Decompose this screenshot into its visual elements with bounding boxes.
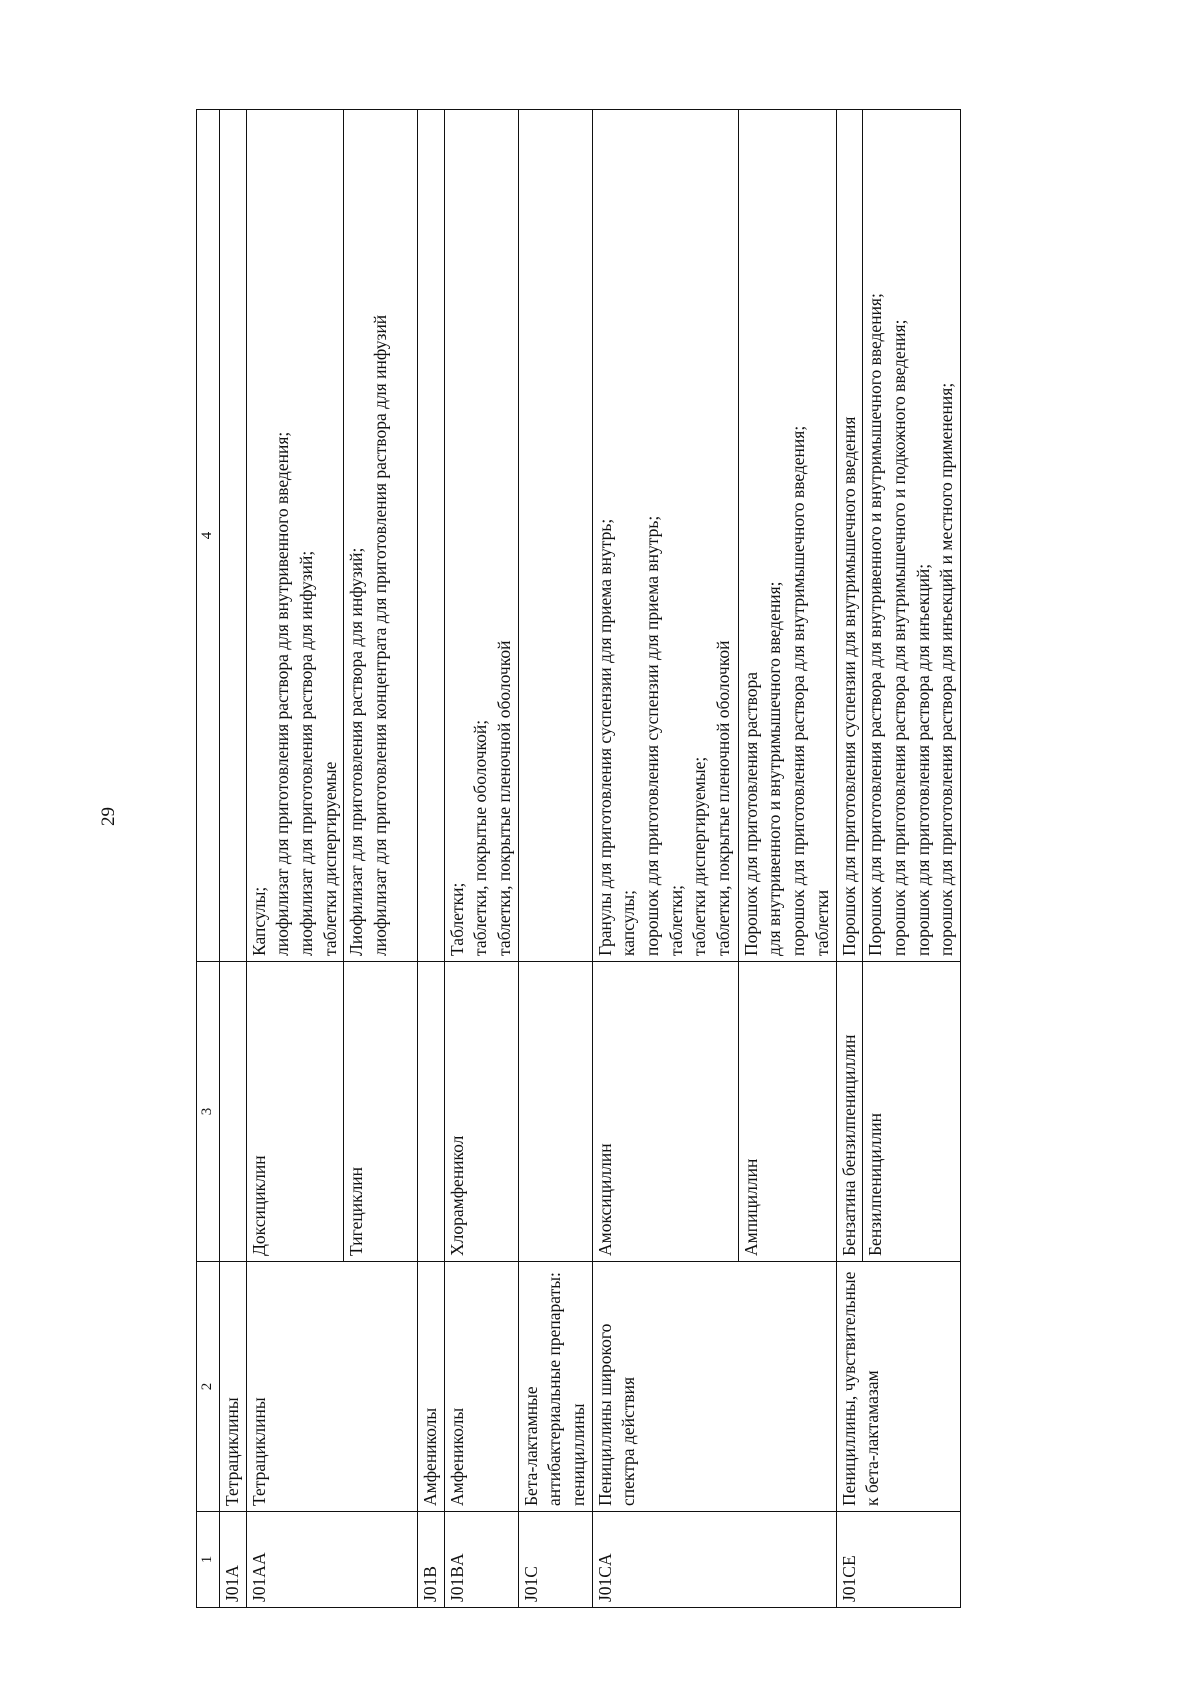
- drug-cell: Амоксициллин: [592, 962, 738, 1262]
- dosage-form: таблетки, покрытые пленочной оболочкой: [712, 640, 733, 956]
- rotated-table-container: [196, 110, 957, 1608]
- dosage-form: таблетки;: [665, 885, 686, 956]
- dosage-form: Таблетки;: [446, 882, 467, 956]
- dosage-form: Гранулы для приготовления суспензии для приема внутрь;: [594, 518, 615, 956]
- forms-cell: [738, 110, 836, 962]
- dosage-form: таблетки диспергируемые;: [689, 756, 710, 956]
- header-cell: 2: [197, 1262, 220, 1512]
- forms-cell: [863, 110, 961, 962]
- dosage-form: порошок для приготовления раствора для внутримышечного и подкожного введения;: [889, 319, 909, 956]
- dosage-form: порошок для приготовления суспензии для приема внутрь;: [642, 515, 662, 956]
- page-number: 29: [98, 807, 119, 826]
- atc-code-cell: J01CA: [592, 1512, 836, 1608]
- group-cell: Бета-лактамные антибактериальные препараты: пенициллины: [518, 1262, 592, 1512]
- drug-cell: Ампициллин: [738, 962, 836, 1262]
- drug-classification-table: [196, 109, 961, 1608]
- drug-cell: [220, 962, 247, 1262]
- dosage-form: для внутривенного и внутримышечного введения;: [764, 581, 785, 956]
- drug-cell: Хлорамфеникол: [444, 962, 518, 1262]
- table-row: [518, 110, 592, 1608]
- forms-cell: [836, 110, 863, 962]
- dosage-form: лиофилизат для приготовления раствора для внутривенного введения;: [272, 431, 293, 956]
- atc-code-cell: J01C: [518, 1512, 592, 1608]
- table-row: [418, 110, 445, 1608]
- atc-code-cell: J01AA: [246, 1512, 418, 1608]
- table-row: [592, 110, 738, 1608]
- group-cell: Амфениколы: [444, 1262, 518, 1512]
- header-cell: 1: [197, 1512, 220, 1608]
- header-cell: 3: [197, 962, 220, 1262]
- group-cell: Пенициллины широкого спектра действия: [592, 1262, 836, 1512]
- drug-cell: Бензатина бензилпенициллин: [836, 962, 863, 1262]
- drug-cell: Бензилпенициллин: [863, 962, 961, 1262]
- drug-cell: Тигециклин: [344, 962, 418, 1262]
- dosage-form: таблетки диспергируемые: [319, 761, 340, 956]
- forms-cell: [344, 110, 418, 962]
- dosage-form: порошок для приготовления раствора для инъекций и местного применения;: [936, 382, 957, 956]
- dosage-form: капсулы;: [618, 889, 639, 956]
- dosage-form: таблетки: [811, 889, 832, 956]
- drug-cell: Доксициклин: [246, 962, 344, 1262]
- table-row: [246, 110, 344, 1608]
- dosage-form: порошок для приготовления раствора для инъекций;: [912, 563, 933, 956]
- drug-cell: [418, 962, 445, 1262]
- dosage-form: лиофилизат для приготовления концентрата для приготовления раствора для инфузий: [369, 314, 390, 956]
- forms-cell: [444, 110, 518, 962]
- atc-code-cell: J01CE: [836, 1512, 960, 1608]
- dosage-form: таблетки, покрытые пленочной оболочкой: [494, 640, 514, 956]
- forms-cell: [592, 110, 738, 962]
- forms-cell: [246, 110, 344, 962]
- group-cell: Тетрациклины: [220, 1262, 247, 1512]
- drug-cell: [518, 962, 592, 1262]
- dosage-form: Лиофилизат для приготовления раствора для инфузий;: [346, 547, 367, 956]
- dosage-form: порошок для приготовления раствора для внутримышечного введения;: [788, 425, 808, 956]
- dosage-form: Капсулы;: [248, 886, 269, 956]
- forms-cell: [518, 110, 592, 962]
- header-row: [197, 110, 220, 1608]
- dosage-form: Порошок для приготовления раствора для внутривенного и внутримышечного введения;: [865, 293, 886, 956]
- group-cell: Пенициллины, чувствительные к бета-лактамазам: [836, 1262, 960, 1512]
- dosage-form: Порошок для приготовления суспензии для внутримышечного введения: [838, 416, 859, 956]
- group-cell: Тетрациклины: [246, 1262, 418, 1512]
- table-row: [836, 110, 863, 1608]
- forms-cell: [220, 110, 247, 962]
- table-row: [444, 110, 518, 1608]
- atc-code-cell: J01B: [418, 1512, 445, 1608]
- atc-code-cell: J01BA: [444, 1512, 518, 1608]
- group-cell: Амфениколы: [418, 1262, 445, 1512]
- header-cell: 4: [197, 110, 220, 962]
- table-row: [220, 110, 247, 1608]
- forms-cell: [418, 110, 445, 962]
- dosage-form: таблетки, покрытые оболочкой;: [470, 719, 491, 956]
- dosage-form: Порошок для приготовления раствора: [740, 672, 761, 956]
- atc-code-cell: J01A: [220, 1512, 247, 1608]
- dosage-form: лиофилизат для приготовления раствора для инфузий;: [295, 550, 316, 956]
